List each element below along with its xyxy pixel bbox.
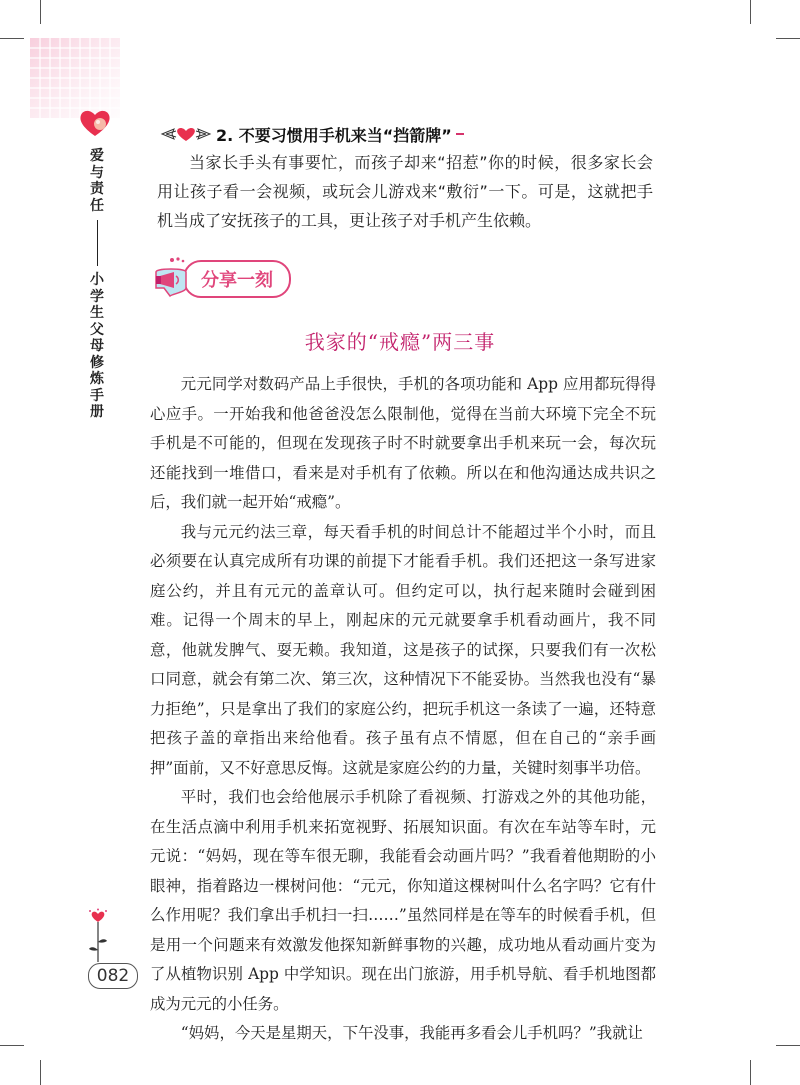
- heart-flower-icon: [86, 908, 110, 964]
- story-paragraph: 平时，我们也会给他展示手机除了看视频、打游戏之外的其他功能，在生活点滴中利用手机来拓宽视野、拓展知识面。有次在车站等车时，元元说：“妈妈，现在等车很无聊，我能看会动画片吗？”我看着他期盼的小眼神，指着路边一棵树问他：“元元，你知道这棵树叫什么名字吗？它有什么作用呢？我们拿出手机扫一扫……”虽然同样是在等车的时候看手机，但是用一个问题来有效激发他探知新鲜事物的兴趣，成功地从看动画片变为了从植物识别 App 中学知识。现在出门旅游，用手机导航、看手机地图都成为元元的小任务。: [150, 788, 656, 1013]
- share-badge: [150, 254, 298, 314]
- side-book-title: [86, 148, 108, 421]
- story-paragraph: 我与元元约法三章，每天看手机的时间总计不能超过半个小时，而且必须要在认真完成所有功课的前提下才能看手机。我们还把这一条写进家庭公约，并且有元元的盖章认可。但约定可以，执行起来随时会碰到困难。记得一个周末的早上，刚起床的元元就要拿手机看动画片，我不同意，他就发脾气、耍无赖。我知道，这是孩子的试探，只要我们有一次松口同意，就会有第二次、第三次，这种情况下不能妥协。当然我也没有“暴力拒绝”，只是拿出了我们的家庭公约，把玩手机这一条读了一遍，还特意把孩子盖的章指出来给他看。孩子虽有点不情愿，但在自己的“亲手画押”面前，又不好意思反悔。这就是家庭公约的力量，关键时刻事半功倍。: [150, 522, 656, 777]
- heading-rule: [456, 133, 464, 135]
- heart-logo-icon: [78, 108, 112, 138]
- side-title-bottom: 小学生父母修炼手册: [90, 272, 104, 420]
- crop-mark: [0, 38, 24, 39]
- crop-mark: [776, 1045, 800, 1046]
- grid-decoration: [30, 38, 120, 118]
- story-title: 我家的“戒瘾”两三事: [304, 330, 496, 354]
- story-paragraph: “妈妈，今天是星期天，下午没事，我能再多看会儿手机吗？”我就让: [180, 1024, 643, 1042]
- side-title-top: 爱与责任: [90, 148, 104, 214]
- story-paragraph: 元元同学对数码产品上手很快，手机的各项功能和 App 应用都玩得得心应手。一开始我和他爸爸没怎么限制他，觉得在当前大环境下完全不玩手机是不可能的，但现在发现孩子时不时就要拿出手机来玩一会，每次玩还能找到一堆借口，看来是对手机有了依赖。所以在和他沟通达成共识之后，我们就一起开始“戒瘾”。: [150, 375, 656, 511]
- section-heading: [160, 122, 464, 146]
- winged-heart-icon: [160, 125, 212, 143]
- crop-mark: [0, 1045, 24, 1046]
- share-badge-label: 分享一刻: [183, 260, 291, 298]
- story-body: [150, 370, 656, 1049]
- section-intro: 当家长手头有事要忙，而孩子却来“招惹”你的时候，很多家长会用让孩子看一会视频，或玩会儿游戏来“敷衍”一下。可是，这就把手机当成了安抚孩子的工具，更让孩子对手机产生依赖。: [157, 153, 653, 230]
- crop-mark: [750, 1060, 751, 1085]
- side-title-divider: [97, 220, 98, 266]
- megaphone-icon: [150, 254, 194, 310]
- crop-mark: [750, 0, 751, 24]
- crop-mark: [776, 38, 800, 39]
- crop-mark: [40, 0, 41, 24]
- section-heading-text: 2. 不要习惯用手机来当“挡箭牌”: [216, 125, 452, 145]
- crop-mark: [40, 1060, 41, 1085]
- page-number: 082: [88, 963, 138, 989]
